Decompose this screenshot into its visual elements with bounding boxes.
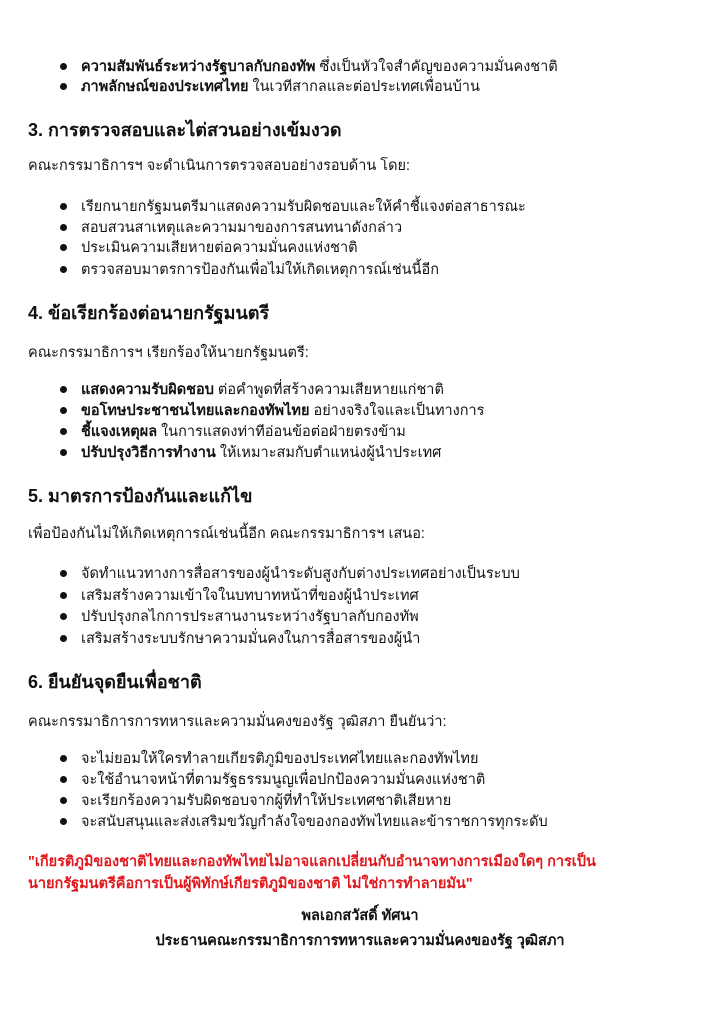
bullet-icon bbox=[60, 203, 67, 210]
section-6-intro: คณะกรรมาธิการการทหารและความมั่นคงของรัฐ วุฒิสภา ยืนยันว่า: bbox=[28, 714, 447, 730]
list-item bbox=[60, 422, 406, 442]
text: ซึ่งเป็นหัวใจสำคัญของความมั่นคงชาติ bbox=[315, 59, 558, 75]
intro-bullet bbox=[60, 57, 558, 77]
text: ต่อคำพูดที่สร้างความเสียหายแก่ชาติ bbox=[213, 382, 444, 398]
text: เสริมสร้างระบบรักษาความมั่นคงในการสื่อสารของผู้นำ bbox=[81, 631, 421, 647]
list-item bbox=[60, 812, 548, 832]
list-item bbox=[60, 197, 526, 217]
list-item bbox=[60, 380, 444, 400]
bold-text: แสดงความรับผิดชอบ bbox=[81, 382, 214, 398]
bold-text: ขอโทษประชาชนไทยและกองทัพไทย bbox=[81, 403, 310, 419]
bold-text: ชี้แจงเหตุผล bbox=[81, 424, 158, 440]
list-item bbox=[60, 586, 419, 606]
section-3-heading: 3. การตรวจสอบและไต่สวนอย่างเข้มงวด bbox=[28, 120, 342, 140]
bullet-icon bbox=[60, 428, 67, 435]
text: ในเวทีสากลและต่อประเทศเพื่อนบ้าน bbox=[248, 79, 480, 95]
text: ให้เหมาะสมกับตำแหน่งผู้นำประเทศ bbox=[215, 445, 442, 461]
quote-line-2: นายกรัฐมนตรีคือการเป็นผู้พิทักษ์เกียรติภูมิของชาติ ไม่ใช่การทำลายมัน" bbox=[28, 876, 473, 892]
list-item bbox=[60, 218, 402, 238]
bullet-icon bbox=[60, 83, 67, 90]
bullet-icon bbox=[60, 755, 67, 762]
text: ในการแสดงท่าทีอ่อนข้อต่อฝ่ายตรงข้าม bbox=[157, 424, 406, 440]
list-item bbox=[60, 238, 358, 258]
bullet-icon bbox=[60, 613, 67, 620]
bullet-icon bbox=[60, 266, 67, 273]
section-6-heading: 6. ยืนยันจุดยืนเพื่อชาติ bbox=[28, 672, 202, 692]
section-5-intro: เพื่อป้องกันไม่ให้เกิดเหตุการณ์เช่นนี้อีก คณะกรรมาธิการฯ เสนอ: bbox=[28, 526, 425, 542]
bullet-icon bbox=[60, 776, 67, 783]
section-3-intro: คณะกรรมาธิการฯ จะดำเนินการตรวจสอบอย่างรอบด้าน โดย: bbox=[28, 158, 411, 174]
list-item bbox=[60, 770, 485, 790]
text: จะเรียกร้องความรับผิดชอบจากผู้ที่ทำให้ประเทศชาติเสียหาย bbox=[81, 793, 452, 809]
text: ตรวจสอบมาตรการป้องกันเพื่อไม่ให้เกิดเหตุการณ์เช่นนี้อีก bbox=[81, 262, 439, 278]
signature-name: พลเอกสวัสดิ์ ทัศนา bbox=[301, 908, 419, 924]
list-item bbox=[60, 607, 419, 627]
intro-bullet bbox=[60, 77, 480, 97]
section-4-heading: 4. ข้อเรียกร้องต่อนายกรัฐมนตรี bbox=[28, 303, 270, 323]
text: จะไม่ยอมให้ใครทำลายเกียรติภูมิของประเทศไทยและกองทัพไทย bbox=[81, 751, 479, 767]
bullet-icon bbox=[60, 570, 67, 577]
list-item bbox=[60, 564, 520, 584]
bold-text: ปรับปรุงวิธีการทำงาน bbox=[81, 445, 216, 461]
bullet-icon bbox=[60, 818, 67, 825]
text: เรียกนายกรัฐมนตรีมาแสดงความรับผิดชอบและให้คำชี้แจงต่อสาธารณะ bbox=[81, 199, 526, 215]
text: สอบสวนสาเหตุและความมาของการสนทนาดังกล่าว bbox=[81, 220, 403, 236]
bullet-icon bbox=[60, 635, 67, 642]
section-4-intro: คณะกรรมาธิการฯ เรียกร้องให้นายกรัฐมนตรี: bbox=[28, 345, 309, 361]
text: เสริมสร้างความเข้าใจในบทบาทหน้าที่ของผู้นำประเทศ bbox=[81, 588, 419, 604]
text: จะใช้อำนาจหน้าที่ตามรัฐธรรมนูญเพื่อปกป้องความมั่นคงแห่งชาติ bbox=[81, 772, 486, 788]
text: อย่างจริงใจและเป็นทางการ bbox=[309, 403, 485, 419]
bullet-icon bbox=[60, 407, 67, 414]
text: จัดทำแนวทางการสื่อสารของผู้นำระดับสูงกับต่างประเทศอย่างเป็นระบบ bbox=[81, 566, 520, 582]
quote-line-1: "เกียรติภูมิของชาติไทยและกองทัพไทยไม่อาจแลกเปลี่ยนกับอำนาจทางการเมืองใดๆ การเป็น bbox=[28, 854, 596, 870]
text: จะสนับสนุนและส่งเสริมขวัญกำลังใจของกองทัพไทยและข้าราชการทุกระดับ bbox=[81, 814, 548, 830]
list-item bbox=[60, 791, 451, 811]
list-item bbox=[60, 401, 484, 421]
list-item bbox=[60, 749, 478, 769]
bullet-icon bbox=[60, 592, 67, 599]
signature-title: ประธานคณะกรรมาธิการการทหารและความมั่นคงของรัฐ วุฒิสภา bbox=[155, 933, 565, 949]
section-5-heading: 5. มาตรการป้องกันและแก้ไข bbox=[28, 486, 253, 506]
list-item bbox=[60, 443, 441, 463]
text: ปรับปรุงกลไกการประสานงานระหว่างรัฐบาลกับกองทัพ bbox=[81, 609, 419, 625]
bullet-icon bbox=[60, 797, 67, 804]
bullet-icon bbox=[60, 244, 67, 251]
bold-text: ภาพลักษณ์ของประเทศไทย bbox=[81, 79, 249, 95]
bullet-icon bbox=[60, 449, 67, 456]
bullet-icon bbox=[60, 63, 67, 70]
text: ประเมินความเสียหายต่อความมั่นคงแห่งชาติ bbox=[81, 240, 358, 256]
list-item bbox=[60, 629, 420, 649]
list-item bbox=[60, 260, 439, 280]
bold-text: ความสัมพันธ์ระหว่างรัฐบาลกับกองทัพ bbox=[81, 59, 316, 75]
bullet-icon bbox=[60, 224, 67, 231]
bullet-icon bbox=[60, 386, 67, 393]
